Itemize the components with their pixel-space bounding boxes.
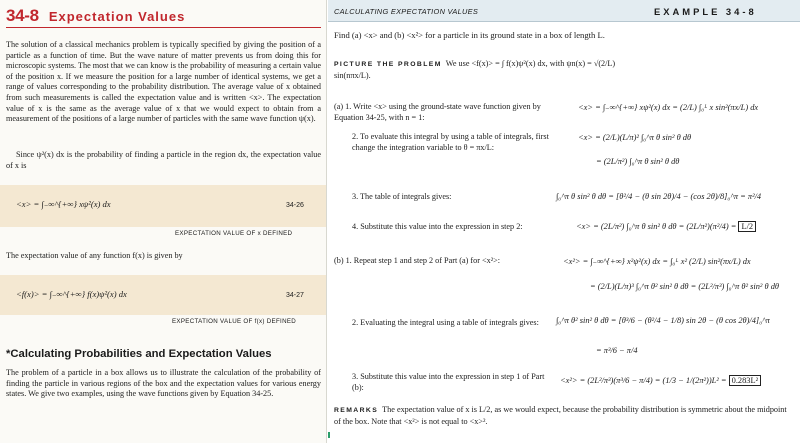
equation-34-26: <x> = ∫₋∞^{+∞} xψ²(x) dx bbox=[16, 199, 111, 209]
step-b3: 3. Substitute this value into the expression in step 1 of Part (b): bbox=[352, 372, 545, 392]
remarks bbox=[334, 405, 794, 427]
math-a1: <x> = ∫₋∞^{+∞} xψ²(x) dx = (2/L) ∫₀ᴸ x sin²(πx/L) dx bbox=[578, 103, 759, 112]
math-b3-expression: <x²> = (2L²/π³)(π³/6 − π/4) = (1/3 − 1/(2π²))L² = bbox=[560, 376, 727, 385]
example-question: Find (a) <x> and (b) <x²> for a particle in its ground state in a box of length L. bbox=[334, 30, 605, 40]
section-number: 34-8 bbox=[6, 6, 39, 25]
equation-label-1: EXPECTATION VALUE OF x DEFINED bbox=[175, 230, 293, 237]
math-b2-line2: = π³/6 − π/4 bbox=[596, 346, 638, 355]
equation-34-27: <f(x)> = ∫₋∞^{+∞} f(x)ψ²(x) dx bbox=[16, 289, 127, 299]
step-a3: 3. The table of integrals gives: bbox=[352, 192, 452, 201]
paragraph-4: The problem of a particle in a box allows us to illustrate the calculation of the probability of finding the particle in various regions of the box and the expectation values for various energy states. We give two examples, using the wave functions given by Equation 34-25. bbox=[6, 368, 321, 399]
equation-number: 34-26 bbox=[286, 202, 304, 209]
answer-b: 0.283L² bbox=[729, 375, 761, 386]
math-a3: ∫₀^π θ sin² θ dθ = [θ²/4 − (θ sin 2θ)/4 − (cos 2θ)/8]₀^π = π²/4 bbox=[556, 192, 762, 201]
paragraph-2: Since ψ²(x) dx is the probability of finding a particle in the region dx, the expectation value of x is bbox=[6, 150, 321, 170]
paragraph-1: The solution of a classical mechanics problem is typically specified by giving the position of a particle as a function of time. But the wave nature of matter prevents us from doing this for microscopic systems. The most that we can know is the probability of measuring a certain value of the position x. If we measure the position for a large number of identical systems, we get a range of values corresponding to the probability distribution. The average value of x obtained from such measurements is called the expectation value and is written <x>. The expectation value of x is the same as the average value of x that we would expect to obtain from a measurement of the positions of a large number of particles with the same wave function ψ(x). bbox=[6, 40, 321, 124]
math-a4-expression: <x> = (2L/π²) ∫₀^π θ sin² θ dθ = (2L/π²)(π²/4) = bbox=[576, 222, 737, 231]
math-a2-line2: = (2L/π²) ∫₀^π θ sin² θ dθ bbox=[596, 157, 680, 166]
picture-the-problem bbox=[334, 58, 634, 81]
equation-box-2 bbox=[0, 275, 327, 315]
example-number: EXAMPLE 34-8 bbox=[654, 6, 757, 17]
remarks-label: REMARKS bbox=[334, 407, 379, 414]
subsection-heading: *Calculating Probabilities and Expectation Values bbox=[6, 348, 272, 360]
step-b1: (b) 1. Repeat step 1 and step 2 of Part (a) for <x²>: bbox=[334, 256, 501, 265]
section-title: Expectation Values bbox=[48, 9, 186, 24]
section-heading bbox=[6, 6, 185, 26]
left-page bbox=[0, 0, 327, 443]
picture-the-problem-label: PICTURE THE PROBLEM bbox=[334, 61, 442, 68]
equation-box-1 bbox=[0, 185, 327, 227]
step-a2: 2. To evaluate this integral by using a table of integrals, first change the integration variable to θ = πx/L: bbox=[352, 132, 549, 152]
example-topic: CALCULATING EXPECTATION VALUES bbox=[334, 7, 479, 16]
answer-a: L/2 bbox=[738, 221, 756, 232]
math-a4 bbox=[576, 222, 756, 231]
remarks-text: The expectation value of x is L/2, as we would expect, because the probability distribution is symmetric about the midpoint of the box. Note that <x²> is not equal to <x>². bbox=[334, 405, 787, 426]
section-rule bbox=[6, 27, 321, 28]
math-b1-line1: <x²> = ∫₋∞^{+∞} x²ψ²(x) dx = ∫₀ᴸ x² (2/L) sin²(πx/L) dx bbox=[563, 257, 751, 266]
right-page bbox=[328, 0, 800, 443]
equation-number: 34-27 bbox=[286, 292, 304, 299]
paragraph-3: The expectation value of any function f(x) is given by bbox=[6, 251, 183, 260]
example-header bbox=[328, 0, 800, 22]
step-a1: (a) 1. Write <x> using the ground-state wave function given by Equation 34-25, with n = 1: bbox=[334, 102, 541, 122]
math-b2-line1: ∫₀^π θ² sin² θ dθ = [θ³/6 − (θ²/4 − 1/8) sin 2θ − (θ cos 2θ)/4]₀^π bbox=[556, 316, 770, 325]
step-a4: 4. Substitute this value into the expression in step 2: bbox=[352, 222, 523, 231]
page-marker bbox=[328, 432, 330, 438]
math-a2-line1: <x> = (2/L)(L/π)² ∫₀^π θ sin² θ dθ bbox=[578, 133, 692, 142]
picture-the-problem-text: We use <f(x)> = ∫ f(x)ψ²(x) dx, with ψn(x) = √(2/L) sin(nπx/L). bbox=[334, 59, 616, 80]
equation-label-2: EXPECTATION VALUE OF f(x) DEFINED bbox=[172, 318, 297, 325]
math-b1-line2: = (2/L)(L/π)³ ∫₀^π θ² sin² θ dθ = (2L²/π³) ∫₀^π θ² sin² θ dθ bbox=[590, 282, 780, 291]
math-b3 bbox=[560, 376, 761, 385]
step-b2: 2. Evaluating the integral using a table of integrals gives: bbox=[352, 318, 539, 327]
